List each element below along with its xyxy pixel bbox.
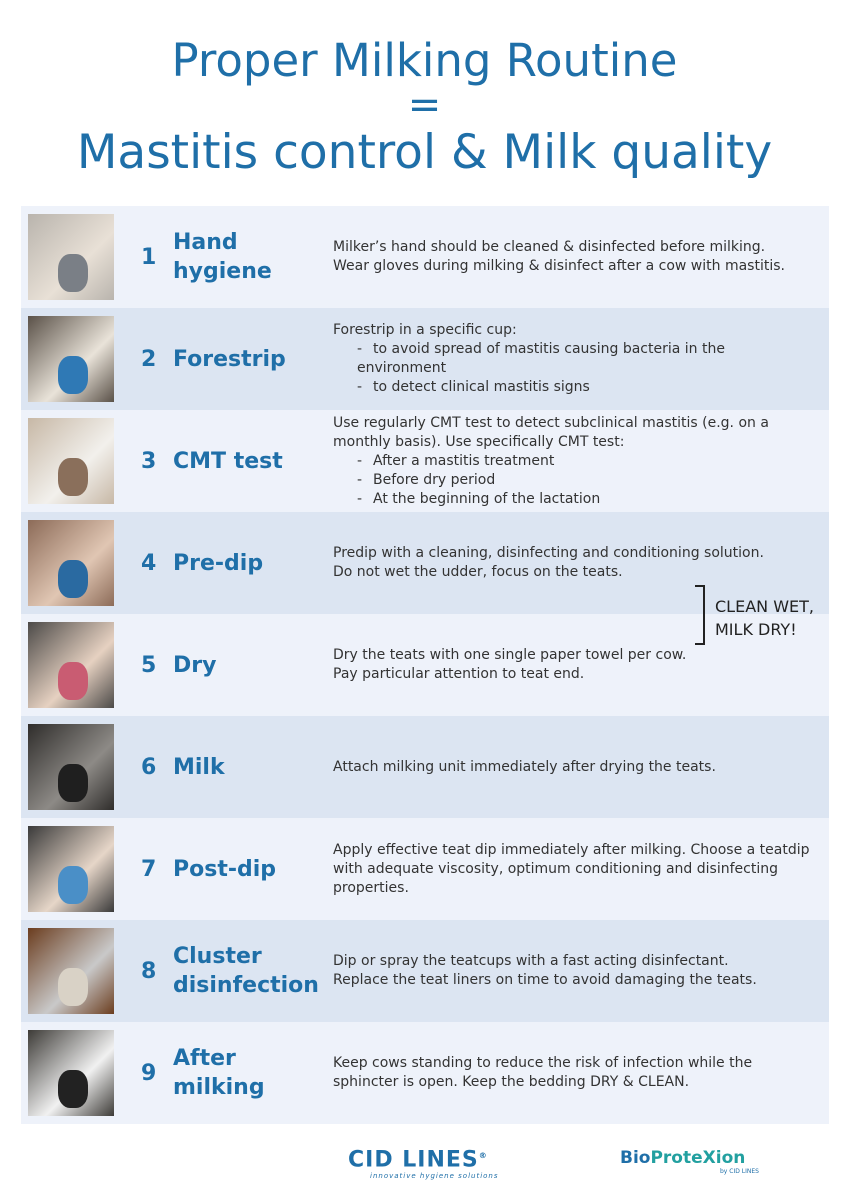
description-bullet: - At the beginning of the lactation <box>333 490 815 509</box>
hand-washing-photo <box>28 214 114 300</box>
description-line: Dry the teats with one single paper towel per cow. <box>333 647 687 663</box>
callout-text <box>715 595 835 641</box>
cows-stall-photo <box>28 1030 114 1116</box>
description-line: Use regularly CMT test to detect subclinical mastitis (e.g. on a monthly basis). Use specifically CMT test: <box>333 414 769 450</box>
routine-row <box>21 614 829 716</box>
description-line: Keep cows standing to reduce the risk of infection while the sphincter is open. Keep the bedding DRY & CLEAN. <box>333 1055 753 1090</box>
routine-row <box>21 920 829 1022</box>
step-description <box>333 321 829 397</box>
description-line: Do not wet the udder, focus on the teats. <box>333 564 623 580</box>
post-dip-cup-photo <box>28 826 114 912</box>
routine-row <box>21 1022 829 1124</box>
step-description <box>333 1054 829 1092</box>
routine-row <box>21 716 829 818</box>
description-line: Forestrip in a specific cup: <box>333 322 517 338</box>
step-name-line1: After <box>173 1046 236 1071</box>
step-name-line1: Dry <box>173 652 217 678</box>
bioprotexion-logo <box>620 1148 790 1175</box>
step-description <box>333 841 829 898</box>
step-name <box>173 942 333 1000</box>
cid-logo-registered: ® <box>478 1151 488 1160</box>
step-name-line1: Milk <box>173 754 225 780</box>
cid-logo-text <box>348 1144 508 1172</box>
description-line: Predip with a cleaning, disinfecting and conditioning solution. <box>333 545 764 561</box>
title-equals: = <box>407 82 442 128</box>
routine-row <box>21 308 829 410</box>
page-title <box>0 32 849 186</box>
step-name <box>173 228 333 286</box>
step-description <box>333 238 829 276</box>
step-number: 1 <box>141 244 157 270</box>
step-name <box>173 1044 333 1102</box>
description-bullet: - Before dry period <box>333 471 815 490</box>
routine-row <box>21 206 829 308</box>
step-number: 3 <box>141 448 157 474</box>
bio-part1: Bio <box>620 1148 651 1168</box>
bio-by: by CID LINES <box>720 1168 759 1175</box>
bio-part2: ProteXion <box>650 1148 746 1168</box>
step-description <box>333 646 829 684</box>
step-name <box>173 549 333 578</box>
step-number: 8 <box>141 958 157 984</box>
description-bullet: - After a mastitis treatment <box>333 452 815 471</box>
step-name-line1: Post-dip <box>173 856 277 882</box>
description-line: Dip or spray the teatcups with a fast acting disinfectant. <box>333 953 729 969</box>
step-number: 4 <box>141 550 157 576</box>
step-name-line2: hygiene <box>173 259 272 284</box>
description-line: Attach milking unit immediately after drying the teats. <box>333 758 716 775</box>
step-number: 9 <box>141 1060 157 1086</box>
routine-row <box>21 818 829 920</box>
step-name <box>173 753 333 782</box>
step-name <box>173 447 333 476</box>
routine-row <box>21 410 829 512</box>
step-description <box>333 952 829 990</box>
step-number: 5 <box>141 652 157 678</box>
step-number: 7 <box>141 856 157 882</box>
step-name <box>173 651 333 680</box>
step-number: 6 <box>141 754 157 780</box>
milking-unit-photo <box>28 724 114 810</box>
routine-table <box>21 206 829 1124</box>
description-line: Apply effective teat dip immediately after milking. Choose a teatdip with adequate viscosity, optimum conditioning and disinfecting properties. <box>333 841 810 896</box>
cluster-spray-photo <box>28 928 114 1014</box>
bio-logo-text <box>620 1148 790 1168</box>
step-name-line1: CMT test <box>173 448 283 474</box>
description-line: Replace the teat liners on time to avoid damaging the teats. <box>333 972 757 988</box>
callout-bracket <box>695 585 705 645</box>
cmt-paddle-photo <box>28 418 114 504</box>
step-name-line2: milking <box>173 1075 265 1100</box>
step-description <box>333 414 829 509</box>
step-name <box>173 855 333 884</box>
step-name-line2: disinfection <box>173 973 319 998</box>
title-line1: Proper Milking Routine <box>171 34 678 87</box>
step-description <box>333 758 829 777</box>
step-number: 2 <box>141 346 157 372</box>
description-bullet: - to avoid spread of mastitis causing bacteria in the environment <box>333 340 815 378</box>
description-line: Pay particular attention to teat end. <box>333 666 585 682</box>
description-bullet: - to detect clinical mastitis signs <box>333 378 815 397</box>
pre-dip-cup-photo <box>28 520 114 606</box>
callout-line1: CLEAN WET, <box>715 597 814 616</box>
step-name <box>173 345 333 374</box>
title-line2: Mastitis control & Milk quality <box>76 125 773 180</box>
description-line: Wear gloves during milking & disinfect after a cow with mastitis. <box>333 258 785 274</box>
step-name-line1: Pre-dip <box>173 550 264 576</box>
cid-lines-logo <box>348 1144 508 1180</box>
drying-teats-photo <box>28 622 114 708</box>
description-line: Milker’s hand should be cleaned & disinfected before milking. <box>333 239 766 255</box>
step-name-line1: Cluster <box>173 944 262 969</box>
step-name-line1: Hand <box>173 230 238 255</box>
step-description <box>333 544 829 582</box>
callout-line2: MILK DRY! <box>715 620 797 639</box>
step-name-line1: Forestrip <box>173 346 286 372</box>
cid-tagline: innovative hygiene solutions <box>370 1172 499 1181</box>
routine-row <box>21 512 829 614</box>
cid-logo-name: CID LINES <box>348 1147 479 1173</box>
forestrip-cup-photo <box>28 316 114 402</box>
